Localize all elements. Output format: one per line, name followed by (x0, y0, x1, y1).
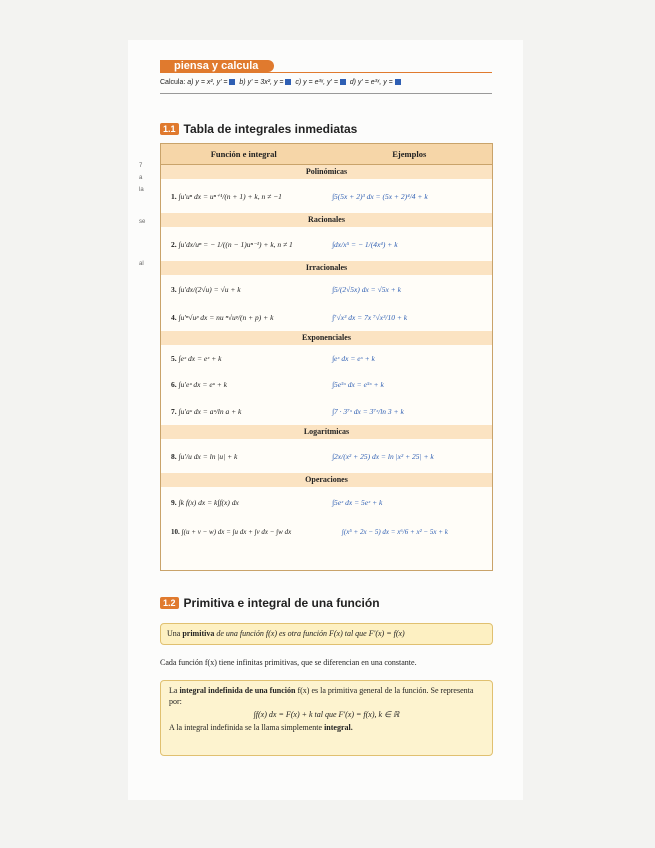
integral-formula: ∫f(x) dx = F(x) + k tal que F'(x) = f(x), k ∈ ℝ (253, 710, 400, 719)
section-1-heading: 1.1 Tabla de integrales inmediatas (160, 122, 357, 136)
table-row: 8. ∫u'/u dx = ln |u| + k ∫2x/(x² + 25) dx = ln |x² + 25| + k (171, 451, 434, 461)
blank-square-icon (229, 79, 235, 85)
blank-square-icon (395, 79, 401, 85)
integrals-table (160, 143, 493, 571)
category-irracionales: Irracionales (161, 261, 492, 275)
banner-rule (160, 72, 492, 73)
category-operaciones: Operaciones (161, 473, 492, 487)
table-row: 2. ∫u'dx/uⁿ = − 1/((n − 1)uⁿ⁻¹) + k, n ≠ 1 ∫dx/x⁵ = − 1/(4x⁴) + k (171, 239, 398, 249)
blank-square-icon (285, 79, 291, 85)
integral-definition-box: La integral indefinida de una función f(x) es la primitiva general de la función. Se representa por: ∫f(x) dx = F(x) + k tal que F'(x) = f(x), k ∈ ℝ A la integral indefinida se la llama simplemente integral. (160, 680, 493, 756)
table-row: 9. ∫k f(x) dx = k∫f(x) dx ∫5eˣ dx = 5eˣ + k (171, 497, 383, 507)
category-logaritmicas: Logarítmicas (161, 425, 492, 439)
table-header: Función e integral Ejemplos (161, 144, 492, 165)
calcula-rule (160, 93, 492, 94)
primitivas-paragraph: Cada función f(x) tiene infinitas primitivas, que se diferencian en una constante. (160, 658, 417, 667)
category-racionales: Racionales (161, 213, 492, 227)
margin-fragments: 7 a la se al (139, 163, 146, 267)
table-row: 7. ∫u'aᵘ dx = aᵘ/ln a + k ∫7 · 3⁷ˣ dx = 3⁷ˣ/ln 3 + k (171, 406, 404, 416)
piensa-banner: piensa y calcula (160, 60, 274, 72)
table-row: 6. ∫u'eᵘ dx = eᵘ + k ∫5e⁵ˣ dx = e⁵ˣ + k (171, 379, 384, 389)
section-2-heading: 1.2 Primitiva e integral de una función (160, 596, 380, 610)
blank-square-icon (340, 79, 346, 85)
table-row: 3. ∫u'dx/(2√u) = √u + k ∫5/(2√5x) dx = √5x + k (171, 284, 401, 294)
primitiva-definition-box: Una primitiva de una función f(x) es otra función F(x) tal que F'(x) = f(x) (160, 623, 493, 645)
category-exponenciales: Exponenciales (161, 331, 492, 345)
table-row: 1. ∫u'uⁿ dx = uⁿ⁺¹/(n + 1) + k, n ≠ −1 ∫5(5x + 2)³ dx = (5x + 2)⁴/4 + k (171, 191, 428, 201)
category-polinomicas: Polinómicas (161, 165, 492, 179)
table-row: 4. ∫u'ⁿ√uᵖ dx = nu ⁿ√uᵖ/(n + p) + k ∫⁷√x³ dx = 7x ⁷√x³/10 + k (171, 312, 408, 322)
table-row: 5. ∫eˣ dx = eˣ + k ∫eˣ dx = eˣ + k (171, 353, 375, 363)
table-row: 10. ∫(u + v − w) dx = ∫u dx + ∫v dx − ∫w dx ∫(x⁵ + 2x − 5) dx = x⁶/6 + x² − 5x + k (171, 528, 448, 536)
calcula-line: Calcula: a) y = x², y' = b) y' = 3x², y = c) y = e³ˣ, y' = d) y' = e³ˣ, y = (160, 79, 494, 86)
